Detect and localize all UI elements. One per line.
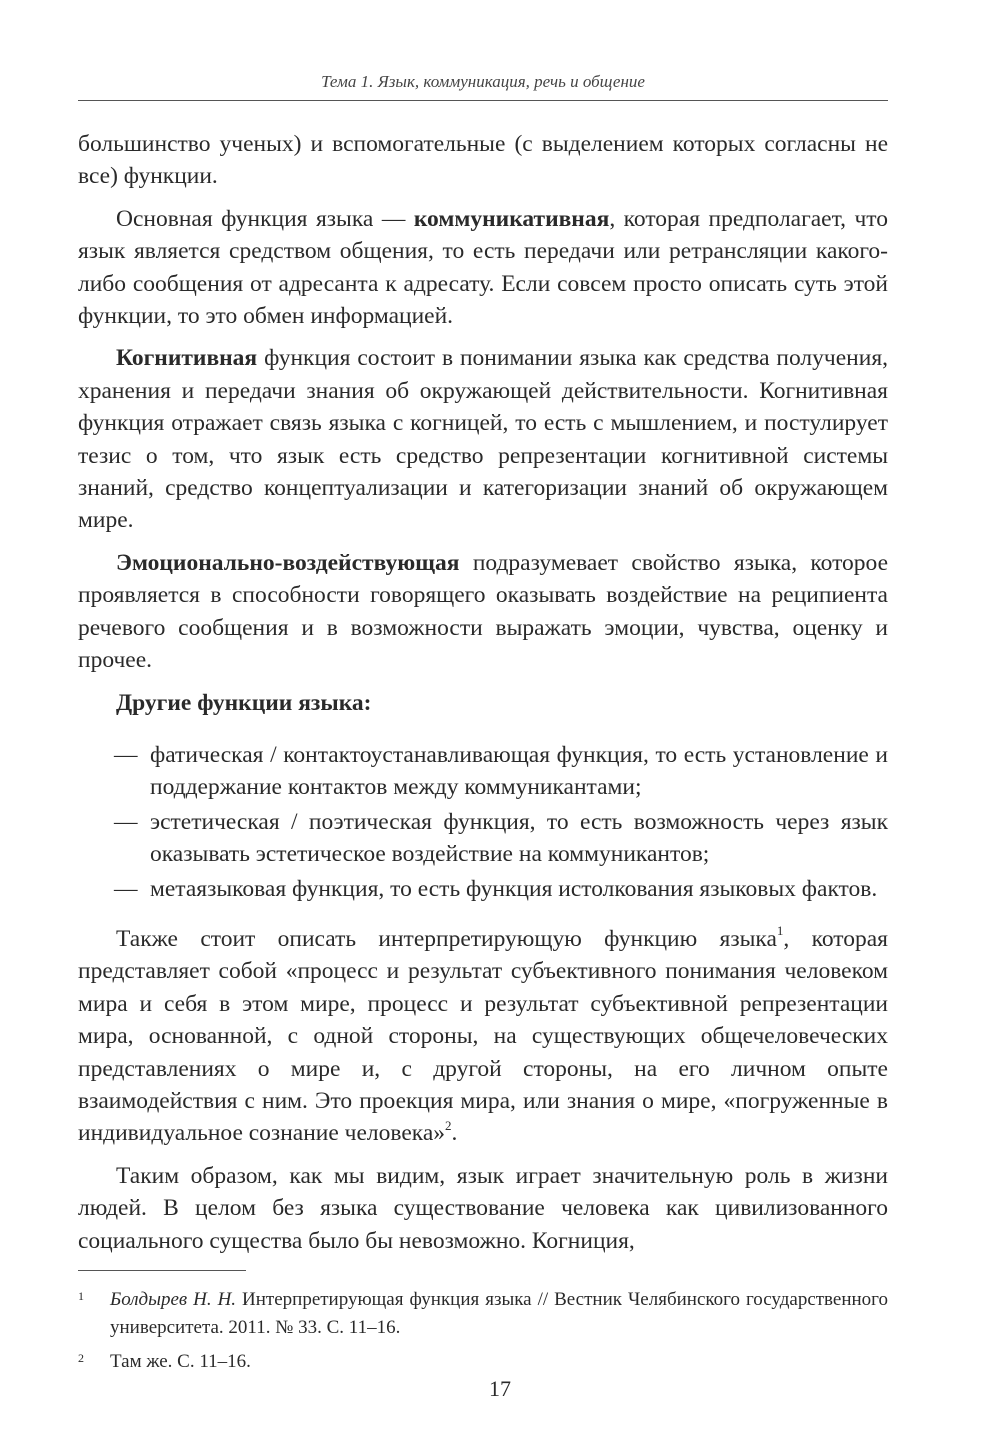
footnote-author: Болдырев Н. Н. [110, 1289, 237, 1310]
paragraph-conclusion: Таким образом, как мы видим, язык играет значительную роль в жизни людей. В целом без языка существование человека как цивилизованного социального существа было бы невозможно. Когниция, [78, 1162, 888, 1254]
footnote-divider [78, 1270, 246, 1271]
paragraph-interpretive [78, 923, 888, 1150]
footnote-ref-2[interactable]: 2 [445, 1117, 452, 1133]
paragraph-1: большинство ученых) и вспомогательные (с выделением которых согласны не все) функции. [78, 131, 888, 190]
paragraph-communicative [78, 203, 888, 333]
footnote-text: Там же. С. 11–16. [110, 1351, 251, 1372]
list-item-text: метаязыковая функция, то есть функция истолкования языковых фактов. [150, 875, 878, 902]
text-run: , которая представляет собой «процесс и результат субъективного понимания человеком мира и себя в этом мире, процесс и результат субъективной репрезентации мира, основанной, с одной стороны, на существующих общечеловеческих представлениях о мире и, с другой стороны, на его личном опыте взаимодействия с ним. Это проекция мира, или знания о мире, «погруженные в индивидуальное сознание человека» [78, 925, 888, 1147]
text-run: Также стоит описать интерпретирующую функцию языка [116, 925, 777, 952]
header-divider [78, 100, 888, 101]
functions-list [78, 739, 888, 905]
footnote-text: Интерпретирующая функция языка // Вестник Челябинского государственного университета. 2011. № 33. С. 11–16. [110, 1289, 889, 1338]
footnote-number: 1 [78, 1289, 84, 1303]
text-run: подразумевает свойство языка, которое проявляется в способности говорящего оказывать воздействие на реципиента речевого сообщения и в возможности выражать эмоции, чувства, оценку и прочее. [78, 549, 888, 674]
text-run: , которая предполагает, что язык является средством общения, то есть передачи или ретрансляции какого-либо сообщения от адресанта к адресату. Если совсем просто описать суть этой функции, то это обмен информацией. [78, 205, 889, 330]
list-item-text: фатическая / контактоустанавливающая функция, то есть установление и поддержание контактов между коммуникантами; [150, 741, 888, 801]
footnotes [78, 1286, 888, 1382]
list-item [78, 806, 888, 871]
text-run: функция состоит в понимании языка как средства получения, хранения и передачи знания об окружающей действительности. Когнитивная функция отражает связь языка с когницей, то есть с мышлением, и постулирует тезис о том, что язык есть средство репрезентации когнитивной системы знаний, средство концептуализации и категоризации знаний об окружающем мире. [78, 345, 888, 534]
term-cognitive: Когнитивная [116, 345, 258, 372]
term-emotive: Эмоционально-воздействующая [116, 549, 460, 576]
footnote-1 [78, 1286, 888, 1342]
footnote-ref-1[interactable]: 1 [776, 923, 784, 939]
term-communicative: коммуникативная [413, 205, 610, 232]
list-item [78, 873, 888, 905]
list-item [78, 739, 888, 804]
running-header: Тема 1. Язык, коммуникация, речь и общение [321, 72, 645, 91]
footnote-number: 2 [78, 1351, 84, 1365]
list-item-text: эстетическая / поэтическая функция, то есть возможность через язык оказывать эстетическое воздействие на коммуникантов; [150, 808, 888, 868]
subheading-other-functions: Другие функции языка: [116, 689, 372, 716]
paragraph-cognitive [78, 342, 888, 536]
page-number: 17 [489, 1376, 511, 1401]
dash-marker: — [114, 875, 138, 902]
text-run: Основная функция языка — [116, 205, 414, 232]
paragraph-emotive [78, 547, 888, 677]
main-text [78, 128, 888, 1267]
dash-marker: — [114, 741, 138, 768]
text-run: . [451, 1120, 458, 1147]
footnote-2 [78, 1348, 888, 1376]
dash-marker: — [114, 808, 138, 835]
